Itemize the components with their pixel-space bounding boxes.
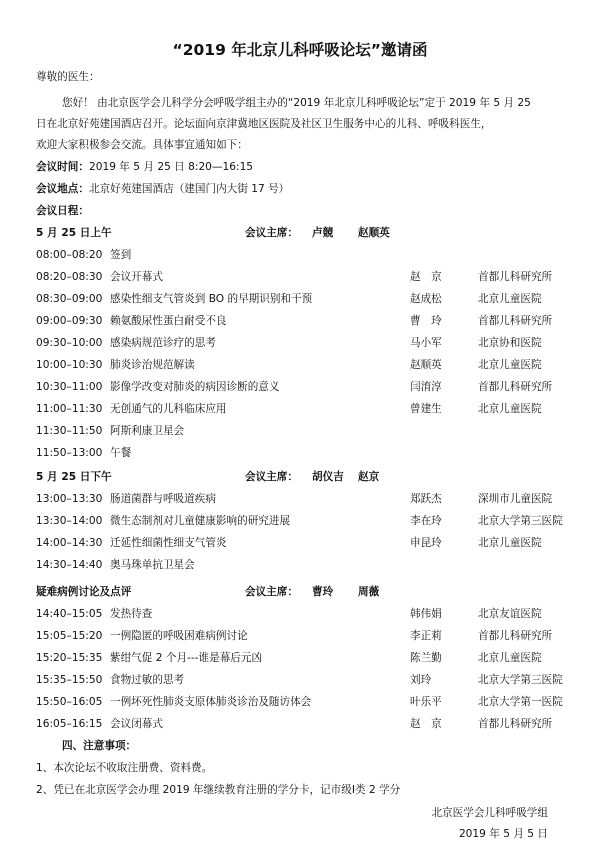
session-title: 发热待查 — [110, 608, 153, 620]
schedule-row — [0, 651, 600, 665]
session-title: 奥马珠单抗卫星会 — [110, 559, 195, 571]
schedule-row — [0, 248, 600, 262]
session-time: 08:20–08:30 — [36, 271, 103, 283]
session-time: 11:00–11:30 — [36, 403, 103, 415]
schedule-row — [0, 424, 600, 438]
schedule-row — [0, 292, 600, 306]
section-header — [0, 585, 600, 599]
schedule-row — [0, 380, 600, 394]
schedule-row — [0, 336, 600, 350]
session-time: 08:30–09:00 — [36, 293, 103, 305]
section-header — [0, 470, 600, 484]
session-speaker: 马小军 — [410, 337, 442, 349]
session-institution: 首都儿科研究所 — [478, 630, 553, 642]
section-label: 5 月 25 日下午 — [36, 471, 112, 483]
session-title: 赖氨酸尿性蛋白耐受不良 — [110, 315, 227, 327]
section-chair-name: 胡仪吉 — [312, 471, 344, 483]
session-time: 16:05–16:15 — [36, 718, 103, 730]
session-title: 感染病规范诊疗的思考 — [110, 337, 216, 349]
session-time: 14:30–14:40 — [36, 559, 103, 571]
session-speaker: 陈兰勤 — [410, 652, 442, 664]
session-title: 肠道菌群与呼吸道疾病 — [110, 493, 216, 505]
section-chair-label: 会议主席： — [245, 471, 298, 483]
session-institution: 深圳市儿童医院 — [478, 493, 553, 505]
session-speaker: 申昆玲 — [410, 537, 442, 549]
session-speaker: 赵成松 — [410, 293, 442, 305]
schedule-row — [0, 717, 600, 731]
session-speaker: 刘玲 — [410, 674, 432, 686]
session-institution: 北京儿童医院 — [478, 403, 542, 415]
schedule-row — [0, 607, 600, 621]
session-time: 15:50–16:05 — [36, 696, 103, 708]
session-speaker: 李正莉 — [410, 630, 442, 642]
section-label: 5 月 25 日上午 — [36, 227, 112, 239]
session-institution: 北京儿童医院 — [478, 537, 542, 549]
meeting-place-label: 会议地点： — [36, 183, 89, 195]
section-chair-name: 曹玲 — [312, 586, 334, 598]
session-institution: 北京儿童医院 — [478, 359, 542, 371]
meeting-place-value: 北京好苑建国酒店（建国门内大街 17 号） — [88, 183, 290, 195]
session-time: 14:40–15:05 — [36, 608, 103, 620]
session-institution: 北京大学第三医院 — [478, 674, 563, 686]
session-institution: 北京协和医院 — [478, 337, 542, 349]
session-speaker: 李在玲 — [410, 515, 442, 527]
signature-org: 北京医学会儿科呼吸学组 — [431, 807, 548, 819]
session-speaker: 韩伟娟 — [410, 608, 442, 620]
note-item-2: 2、凭已在北京医学会办理 2019 年继续教育注册的学分卡，记市级Ⅰ类 2 学分 — [36, 784, 401, 796]
meeting-time-label: 会议时间： — [36, 161, 89, 173]
session-title: 阿斯利康卫星会 — [110, 425, 185, 437]
session-institution: 首都儿科研究所 — [478, 315, 553, 327]
session-title: 迁延性细菌性细支气管炎 — [110, 537, 227, 549]
schedule-row — [0, 358, 600, 372]
schedule-row — [0, 446, 600, 460]
meeting-time — [36, 160, 253, 174]
section-chair-label: 会议主席： — [245, 586, 298, 598]
session-time: 10:00–10:30 — [36, 359, 103, 371]
session-speaker: 曾建生 — [410, 403, 442, 415]
note-item-1: 1、本次论坛不收取注册费、资料费。 — [36, 762, 213, 774]
document-title: “2019 年北京儿科呼吸论坛”邀请函 — [172, 41, 428, 59]
session-institution: 首都儿科研究所 — [478, 718, 553, 730]
session-title: 影像学改变对肺炎的病因诊断的意义 — [110, 381, 280, 393]
session-speaker: 郑跃杰 — [410, 493, 442, 505]
schedule-row — [0, 629, 600, 643]
intro-line-1: 您好！ 由北京医学会儿科学分会呼吸学组主办的“2019 年北京儿科呼吸论坛”定于 2019 年 5 月 25 — [62, 97, 531, 109]
schedule-row — [0, 558, 600, 572]
schedule-label: 会议日程： — [36, 205, 89, 217]
signature-date: 2019 年 5 月 5 日 — [458, 828, 548, 840]
session-institution: 北京友谊医院 — [478, 608, 542, 620]
section-chair-name: 赵京 — [358, 471, 380, 483]
session-institution: 首都儿科研究所 — [478, 271, 553, 283]
session-time: 11:30–11:50 — [36, 425, 103, 437]
session-time: 15:20–15:35 — [36, 652, 103, 664]
section-chair-name: 周薇 — [358, 586, 380, 598]
section-chair-label: 会议主席： — [245, 227, 298, 239]
greeting: 尊敬的医生： — [36, 71, 100, 83]
schedule-row — [0, 314, 600, 328]
schedule-row — [0, 402, 600, 416]
schedule-row — [0, 673, 600, 687]
session-title: 午餐 — [110, 447, 132, 459]
session-title: 一例坏死性肺炎支原体肺炎诊治及随访体会 — [110, 696, 312, 708]
session-time: 13:30–14:00 — [36, 515, 103, 527]
schedule-row — [0, 695, 600, 709]
session-title: 感染性细支气管炎到 BO 的早期识别和干预 — [110, 293, 313, 305]
schedule-row — [0, 492, 600, 506]
session-title: 一例隐匿的呼吸困难病例讨论 — [110, 630, 248, 642]
session-institution: 北京儿童医院 — [478, 293, 542, 305]
session-speaker: 赵顺英 — [410, 359, 442, 371]
session-title: 微生态制剂对儿童健康影响的研究进展 — [110, 515, 291, 527]
session-speaker: 赵 京 — [410, 271, 442, 283]
session-title: 会议开幕式 — [110, 271, 163, 283]
session-speaker: 叶乐平 — [410, 696, 442, 708]
intro-line-3: 欢迎大家积极参会交流。具体事宜通知如下： — [36, 139, 248, 151]
session-title: 食物过敏的思考 — [110, 674, 185, 686]
session-speaker: 曹 玲 — [410, 315, 442, 327]
session-time: 09:30–10:00 — [36, 337, 103, 349]
session-time: 08:00–08:20 — [36, 249, 103, 261]
session-title: 紫绀气促 2 个月---谁是幕后元凶 — [110, 652, 263, 664]
session-institution: 首都儿科研究所 — [478, 381, 553, 393]
session-institution: 北京大学第三医院 — [478, 515, 563, 527]
session-title: 无创通气的儿科临床应用 — [110, 403, 227, 415]
session-time: 11:50–13:00 — [36, 447, 103, 459]
session-title: 签到 — [110, 249, 132, 261]
session-time: 15:05–15:20 — [36, 630, 103, 642]
section-chair-name: 卢競 — [312, 227, 334, 239]
session-institution: 北京大学第一医院 — [478, 696, 563, 708]
session-title: 会议闭幕式 — [110, 718, 163, 730]
session-speaker: 闫淯淳 — [410, 381, 442, 393]
session-time: 09:00–09:30 — [36, 315, 103, 327]
session-title: 肺炎诊治规范解读 — [110, 359, 195, 371]
meeting-place — [36, 182, 289, 196]
section-label: 疑难病例讨论及点评 — [36, 586, 132, 598]
session-time: 10:30–11:00 — [36, 381, 103, 393]
schedule-row — [0, 536, 600, 550]
schedule-row — [0, 514, 600, 528]
session-time: 13:00–13:30 — [36, 493, 103, 505]
session-time: 15:35–15:50 — [36, 674, 103, 686]
section-chair-name: 赵顺英 — [358, 227, 390, 239]
session-institution: 北京儿童医院 — [478, 652, 542, 664]
notes-heading: 四、注意事项： — [62, 740, 137, 752]
section-header — [0, 226, 600, 240]
meeting-time-value: 2019 年 5 月 25 日 8:20—16:15 — [88, 161, 254, 173]
intro-line-2: 日在北京好苑建国酒店召开。论坛面向京津冀地区医院及社区卫生服务中心的儿科、呼吸科医生， — [36, 118, 492, 130]
schedule-row — [0, 270, 600, 284]
session-speaker: 赵 京 — [410, 718, 442, 730]
session-time: 14:00–14:30 — [36, 537, 103, 549]
